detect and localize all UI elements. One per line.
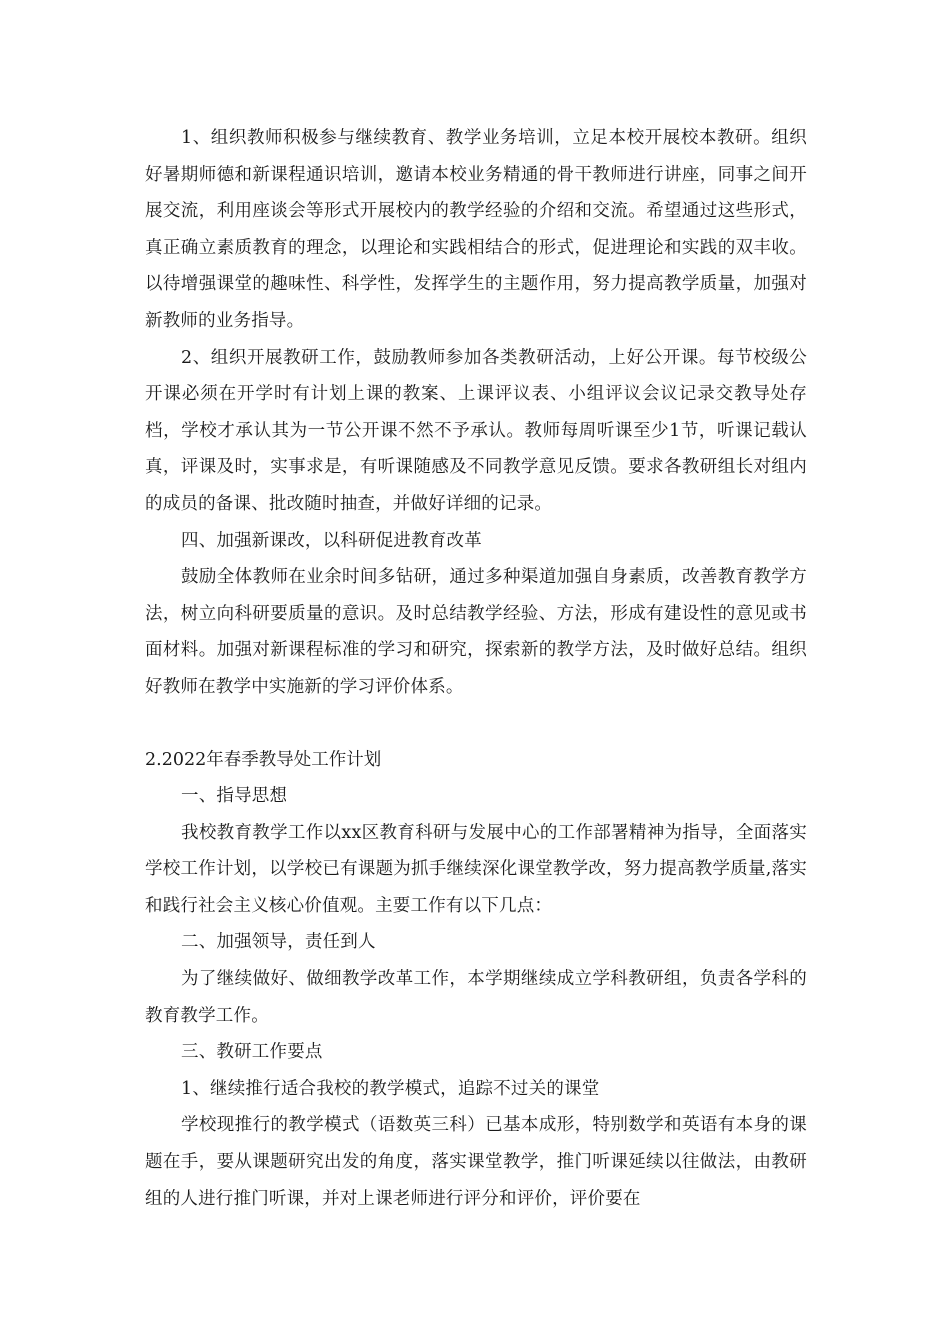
paragraph-teaching-research: 2、组织开展教研工作，鼓励教师参加各类教研活动，上好公开课。每节校级公开课必须在开学时有计划上课的教案、上课评议表、小组评议会议记录交教导处存档，学校才承认其为一节公开课不然不予承认。教师每周听课至少1节，听课记载认真，评课及时，实事求是，有听课随感及不同教学意见反馈。要求各教研组长对组内的成员的备课、批改随时抽查，并做好详细的记录。 xyxy=(145,347,807,514)
section-spacer xyxy=(145,706,807,742)
heading-guiding-ideology: 一、指导思想 xyxy=(181,786,288,807)
paragraph-teaching-mode: 学校现推行的教学模式（语数英三科）已基本成形，特别数学和英语有本身的课题在手，要从课题研究出发的角度，落实课堂教学，推门听课延续以往做法，由教研组的人进行推门听课，并对上课老师进行评分和评价，评价要在 xyxy=(145,1115,807,1209)
section-title: 2.2022年春季教导处工作计划 xyxy=(145,749,382,770)
heading-research-points: 三、教研工作要点 xyxy=(181,1042,323,1063)
heading-leadership: 二、加强领导，责任到人 xyxy=(181,932,376,953)
paragraph-leadership: 为了继续做好、做细教学改革工作，本学期继续成立学科教研组，负责各学科的教育教学工作。 xyxy=(145,969,807,1026)
paragraph-guiding-ideology: 我校教育教学工作以xx区教育科研与发展中心的工作部署精神为指导，全面落实学校工作计划，以学校已有课题为抓手继续深化课堂教学改，努力提高教学质量,落实和践行社会主义核心价值观。主要工作有以下几点： xyxy=(145,822,807,916)
subheading-teaching-mode: 1、继续推行适合我校的教学模式，追踪不过关的课堂 xyxy=(181,1078,600,1099)
heading-new-curriculum-reform: 四、加强新课改，以科研促进教育改革 xyxy=(181,530,482,551)
document-page xyxy=(145,120,807,1217)
paragraph-research-encouragement: 鼓励全体教师在业余时间多钻研，通过多种渠道加强自身素质，改善教育教学方法，树立向科研要质量的意识。及时总结教学经验、方法，形成有建设性的意见或书面材料。加强对新课程标准的学习和研究，探索新的教学方法，及时做好总结。组织好教师在教学中实施新的学习评价体系。 xyxy=(145,567,807,697)
paragraph-teacher-training: 1、组织教师积极参与继续教育、教学业务培训，立足本校开展校本教研。组织好暑期师德和新课程通识培训，邀请本校业务精通的骨干教师进行讲座，同事之间开展交流，利用座谈会等形式开展校内的教学经验的介绍和交流。希望通过这些形式，真正确立素质教育的理念，以理论和实践相结合的形式，促进理论和实践的双丰收。以待增强课堂的趣味性、科学性，发挥学生的主题作用，努力提高教学质量，加强对新教师的业务指导。 xyxy=(145,128,807,331)
